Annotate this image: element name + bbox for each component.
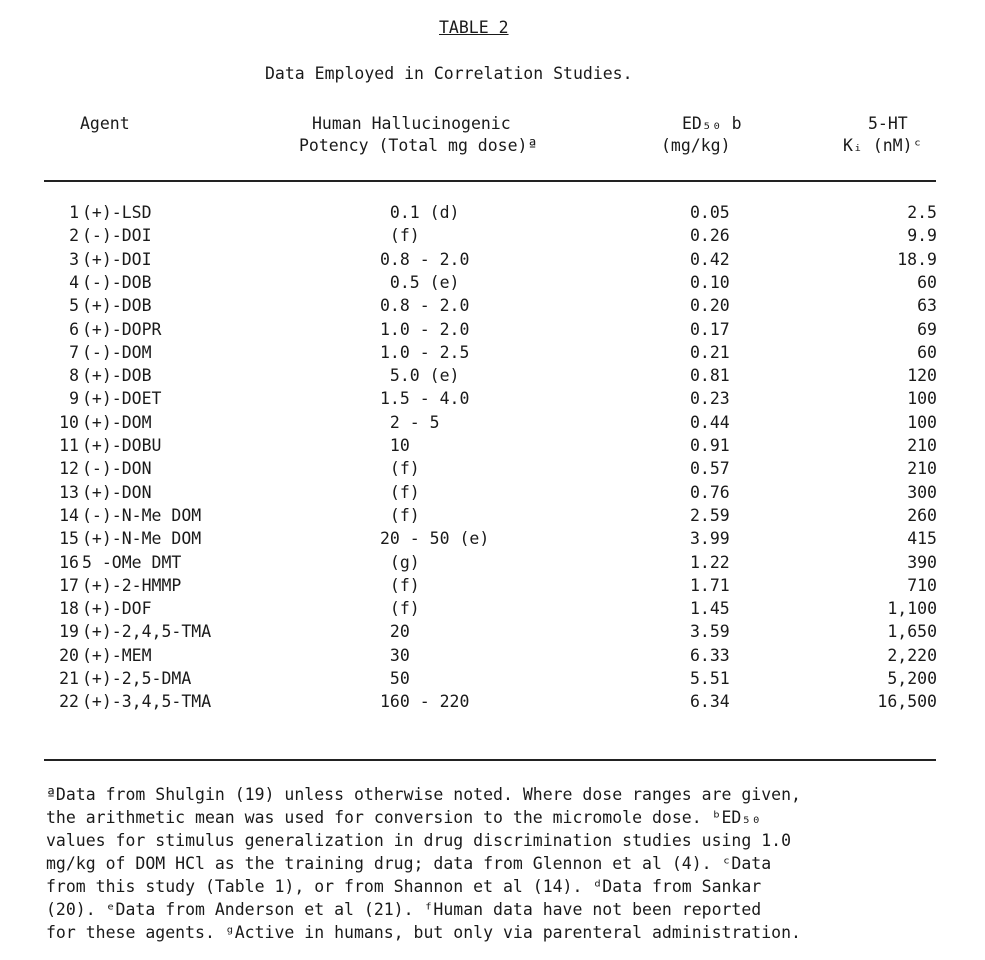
potency-cell: (f): [380, 226, 420, 246]
agent-cell: (-)-DOB: [82, 272, 152, 292]
row-number: 10: [59, 412, 79, 432]
ed50-cell: 0.44: [690, 412, 730, 432]
ed50-cell: 0.76: [690, 482, 730, 502]
potency-cell: 0.5 (e): [380, 272, 460, 292]
row-number: 5: [69, 296, 79, 316]
potency-cell: 1.5 - 4.0: [380, 389, 470, 409]
agent-cell: (+)-DOF: [82, 599, 152, 619]
ki-cell: 2,220: [887, 645, 937, 665]
agent-cell: (+)-DOB: [82, 296, 152, 316]
ed50-cell: 3.99: [690, 529, 730, 549]
potency-cell: (f): [380, 459, 420, 479]
potency-cell: 20: [380, 622, 410, 642]
table-subtitle: Data Employed in Correlation Studies.: [265, 64, 633, 83]
ed50-cell: 0.10: [690, 272, 730, 292]
potency-cell: (g): [380, 552, 420, 572]
ki-cell: 16,500: [877, 692, 937, 712]
table-row: [0, 553, 985, 576]
ki-cell: 100: [907, 412, 937, 432]
table-row: [0, 343, 985, 366]
potency-cell: 0.1 (d): [380, 203, 460, 222]
potency-cell: 10: [380, 436, 410, 455]
agent-cell: (+)-DON: [82, 482, 152, 502]
row-number: 18: [59, 599, 79, 619]
table-row: [0, 483, 985, 506]
potency-cell: 50: [380, 669, 410, 688]
table-row: [0, 226, 985, 249]
footnotes: [46, 783, 946, 944]
ki-cell: 5,200: [887, 669, 937, 688]
ki-cell: 1,650: [887, 622, 937, 642]
ki-cell: 63: [917, 296, 937, 316]
potency-cell: (f): [380, 599, 420, 619]
table-row: [0, 296, 985, 319]
agent-cell: (+)-DOBU: [82, 436, 162, 455]
ed50-cell: 5.51: [690, 669, 730, 688]
potency-cell: 1.0 - 2.0: [380, 319, 470, 339]
table-row: [0, 459, 985, 482]
agent-cell: (-)-N-Me DOM: [82, 505, 202, 525]
agent-cell: (+)-DOPR: [82, 319, 162, 339]
row-number: 22: [59, 692, 79, 712]
agent-cell: (+)-DOI: [82, 249, 152, 269]
ed50-cell: 0.26: [690, 226, 730, 246]
header-rule: [44, 180, 936, 182]
agent-cell: (+)-MEM: [82, 645, 152, 665]
header-potency-line1: Human Hallucinogenic: [312, 114, 511, 133]
ed50-cell: 3.59: [690, 622, 730, 642]
ed50-cell: 0.05: [690, 203, 730, 222]
agent-cell: (+)-DOB: [82, 366, 152, 386]
row-number: 20: [59, 645, 79, 665]
agent-cell: (+)-N-Me DOM: [82, 529, 202, 549]
ki-cell: 710: [907, 575, 937, 595]
ed50-cell: 6.34: [690, 692, 730, 712]
table-title: TABLE 2: [439, 18, 509, 37]
ki-cell: 390: [907, 552, 937, 572]
ed50-cell: 0.23: [690, 389, 730, 409]
row-number: 9: [69, 389, 79, 409]
header-potency-line2: Potency (Total mg dose)ª: [299, 136, 538, 155]
ed50-cell: 0.57: [690, 459, 730, 479]
footnote-line: values for stimulus generalization in drug discrimination studies using 1.0: [46, 831, 792, 850]
table-row: [0, 669, 985, 692]
footer-rule: [44, 759, 936, 761]
ed50-cell: 1.71: [690, 575, 730, 595]
row-number: 21: [59, 669, 79, 688]
ki-cell: 120: [907, 366, 937, 386]
row-number: 14: [59, 505, 79, 525]
agent-cell: (-)-DOI: [82, 226, 152, 246]
potency-cell: 0.8 - 2.0: [380, 249, 470, 269]
agent-cell: (+)-DOET: [82, 389, 162, 409]
ki-cell: 260: [907, 505, 937, 525]
potency-cell: (f): [380, 575, 420, 595]
ed50-cell: 0.42: [690, 249, 730, 269]
row-number: 15: [59, 529, 79, 549]
row-number: 11: [59, 436, 79, 455]
table-row: [0, 692, 985, 715]
table-row: [0, 366, 985, 389]
table-row: [0, 389, 985, 412]
table-row: [0, 599, 985, 622]
footnote-line: the arithmetic mean was used for conversion to the micromole dose. ᵇED₅₀: [46, 808, 762, 827]
potency-cell: 1.0 - 2.5: [380, 342, 470, 362]
table-row: [0, 413, 985, 436]
ki-cell: 69: [917, 319, 937, 339]
row-number: 6: [69, 319, 79, 339]
ki-cell: 210: [907, 459, 937, 479]
footnote-line: (20). ᵉData from Anderson et al (21). ᶠHuman data have not been reported: [46, 900, 762, 919]
row-number: 8: [69, 366, 79, 386]
table-row: [0, 203, 985, 226]
row-number: 2: [69, 226, 79, 246]
header-ed-line1: ED₅₀ b: [682, 114, 742, 133]
row-number: 13: [59, 482, 79, 502]
potency-cell: 160 - 220: [380, 692, 470, 712]
row-number: 3: [69, 249, 79, 269]
table-row: [0, 576, 985, 599]
row-number: 1: [69, 203, 79, 222]
header-ki-line2: Kᵢ (nM)ᶜ: [843, 136, 923, 155]
table-row: [0, 320, 985, 343]
ed50-cell: 2.59: [690, 505, 730, 525]
agent-cell: 5 -OMe DMT: [82, 552, 182, 572]
table-row: [0, 250, 985, 273]
row-number: 4: [69, 272, 79, 292]
table-row: [0, 506, 985, 529]
table-row: [0, 273, 985, 296]
ki-cell: 9.9: [907, 226, 937, 246]
ed50-cell: 0.91: [690, 436, 730, 455]
ki-cell: 415: [907, 529, 937, 549]
ki-cell: 210: [907, 436, 937, 455]
footnote-line: for these agents. ᵍActive in humans, but only via parenteral administration.: [46, 923, 801, 942]
potency-cell: 5.0 (e): [380, 366, 460, 386]
ed50-cell: 0.17: [690, 319, 730, 339]
row-number: 19: [59, 622, 79, 642]
ed50-cell: 0.81: [690, 366, 730, 386]
ki-cell: 2.5: [907, 203, 937, 222]
row-number: 12: [59, 459, 79, 479]
ed50-cell: 0.21: [690, 342, 730, 362]
agent-cell: (+)-DOM: [82, 412, 152, 432]
ed50-cell: 1.45: [690, 599, 730, 619]
ed50-cell: 6.33: [690, 645, 730, 665]
ed50-cell: 1.22: [690, 552, 730, 572]
potency-cell: 0.8 - 2.0: [380, 296, 470, 316]
ki-cell: 100: [907, 389, 937, 409]
ed50-cell: 0.20: [690, 296, 730, 316]
row-number: 16: [59, 552, 79, 572]
ki-cell: 18.9: [897, 249, 937, 269]
ki-cell: 1,100: [887, 599, 937, 619]
ki-cell: 60: [917, 272, 937, 292]
footnote-line: mg/kg of DOM HCl as the training drug; data from Glennon et al (4). ᶜData: [46, 854, 772, 873]
table-row: [0, 646, 985, 669]
agent-cell: (+)-2,5-DMA: [82, 669, 192, 688]
header-agent: Agent: [80, 114, 130, 133]
potency-cell: (f): [380, 482, 420, 502]
agent-cell: (+)-LSD: [82, 203, 152, 222]
table-row: [0, 529, 985, 552]
row-number: 17: [59, 575, 79, 595]
table-row: [0, 436, 985, 459]
ki-cell: 300: [907, 482, 937, 502]
potency-cell: 20 - 50 (e): [380, 529, 490, 549]
footnote-line: from this study (Table 1), or from Shannon et al (14). ᵈData from Sankar: [46, 877, 762, 896]
header-ed-line2: (mg/kg): [661, 136, 731, 155]
agent-cell: (+)-2-HMMP: [82, 575, 182, 595]
potency-cell: (f): [380, 505, 420, 525]
ki-cell: 60: [917, 342, 937, 362]
header-ki-line1: 5-HT: [868, 114, 908, 133]
agent-cell: (+)-2,4,5-TMA: [82, 622, 212, 642]
potency-cell: 30: [380, 645, 410, 665]
agent-cell: (-)-DOM: [82, 342, 152, 362]
agent-cell: (-)-DON: [82, 459, 152, 479]
agent-cell: (+)-3,4,5-TMA: [82, 692, 212, 712]
row-number: 7: [69, 342, 79, 362]
footnote-line: ªData from Shulgin (19) unless otherwise noted. Where dose ranges are given,: [46, 785, 801, 804]
table-row: [0, 622, 985, 645]
potency-cell: 2 - 5: [380, 412, 440, 432]
